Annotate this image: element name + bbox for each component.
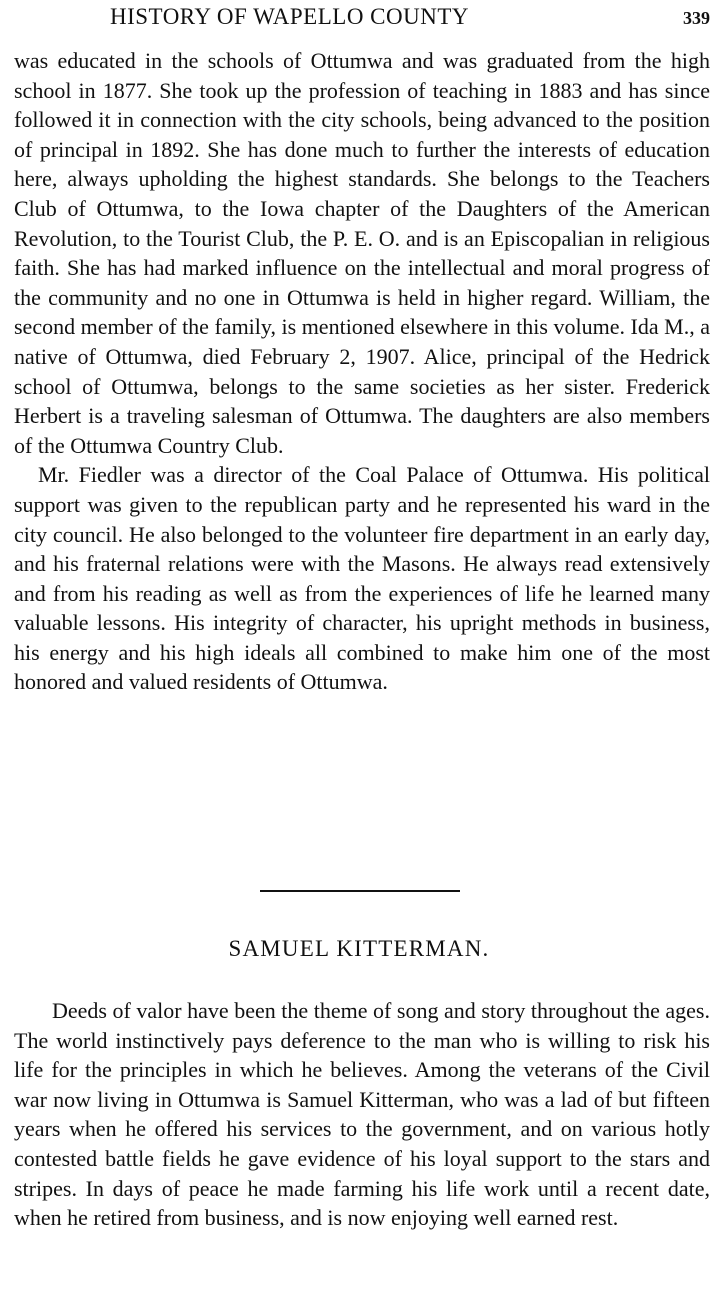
fiedler-section <box>14 46 710 697</box>
section-heading: SAMUEL KITTERMAN. <box>228 936 490 961</box>
running-title: HISTORY OF WAPELLO COUNTY <box>110 4 470 29</box>
page-number: 339 <box>683 8 710 28</box>
fiedler-paragraph-civic: Mr. Fiedler was a director of the Coal Palace of Ottumwa. His political support was given to the republican party and he represented his ward in the city council. He also belonged to the volunteer fire department in an early day, and his fraternal relations were with the Masons. He always read extensively and from his reading as well as from the experiences of life he learned many valuable lessons. His integrity of character, his upright methods in business, his energy and his high ideals all combined to make him one of the most honored and valued residents of Ottumwa. <box>14 462 710 695</box>
fiedler-paragraph-continued: was educated in the schools of Ottumwa and was graduated from the high school in 1877. She took up the profession of teaching in 1883 and has since followed it in connection with the city schools, being advanced to the position of principal in 1892. She has done much to further the interests of education here, always upholding the highest standards. She belongs to the Teachers Club of Ottumwa, to the Iowa chapter of the Daughters of the American Revolution, to the Tourist Club, the P. E. O. and is an Episcopalian in religious faith. She has had marked influence on the intellectual and moral progress of the community and no one in Ottumwa is held in higher regard. William, the second member of the family, is mentioned elsewhere in this volume. Ida M., a native of Ottumwa, died February 2, 1907. Alice, principal of the Hedrick school of Ottumwa, belongs to the same societies as her sister. Frederick Herbert is a traveling salesman of Ottumwa. The daughters are also members of the Ottumwa Country Club. <box>14 48 710 458</box>
section-divider <box>260 890 460 892</box>
kitterman-paragraph-intro: Deeds of valor have been the theme of song and story throughout the ages. The world instinctively pays deference to the man who is willing to risk his life for the principles in which he believes. Among the veterans of the Civil war now living in Ottumwa is Samuel Kitterman, who was a lad of but fifteen years when he offered his services to the government, and on various hotly contested battle fields he gave evidence of his loyal support to the stars and stripes. In days of peace he made farming his life work until a recent date, when he retired from business, and is now enjoying well earned rest. <box>14 998 710 1231</box>
running-head <box>0 2 718 32</box>
kitterman-section <box>14 996 710 1233</box>
